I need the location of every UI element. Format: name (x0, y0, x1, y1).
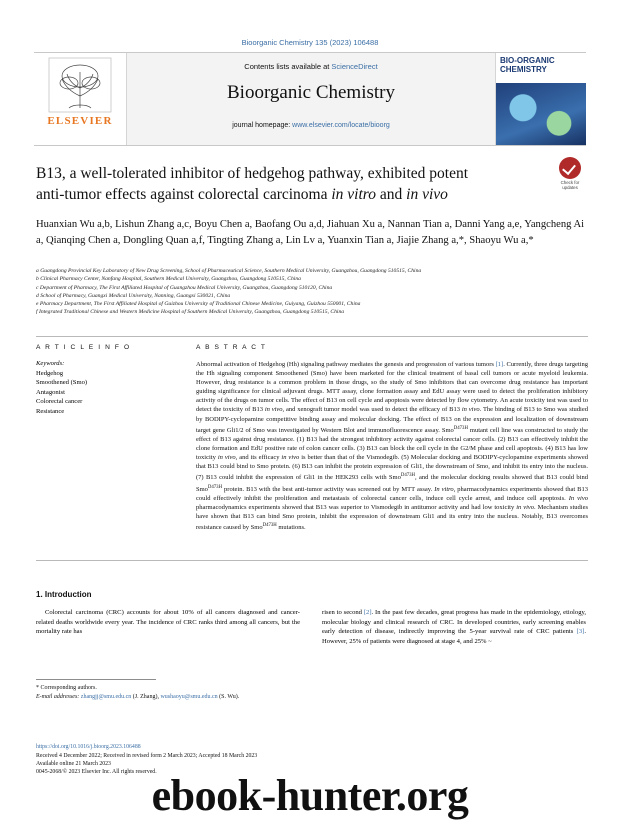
affiliation-list (36, 267, 588, 317)
abs-t1: Abnormal activation of Hedgehog (Hh) signaling pathway mediates the genesis and progression of various tumors (196, 361, 496, 368)
citation-ref-2[interactable]: [2] (363, 609, 372, 616)
abstract-body (196, 360, 588, 532)
abs-t4: . The binding of B13 to Smo was studied by BODIPY-cyclopamine competitive binding assay and molecular docking. The effect of B13 on the expression and localization of downstream target gene Gli1/2 of Smo was investigated by Western Blot and immunofluorescence assay. Smo (196, 406, 588, 434)
title-italic-2: in vivo (406, 186, 448, 203)
email-owner-1: (J. Zhang), (131, 693, 161, 700)
keyword-item: Antagonist (36, 388, 65, 396)
title-line-2a: anti-tumor effects against colorectal carcinoma (36, 186, 332, 203)
available-online-line: Available online 21 March 2023 (36, 761, 111, 768)
elsevier-tree-icon (47, 56, 113, 114)
keyword-item: Smoothened (Smo) (36, 379, 88, 387)
copyright-line: 0045-2068/© 2023 Elsevier Inc. All rights reserved. (36, 769, 157, 776)
abs-i2: in vivo (461, 406, 480, 414)
article-info-heading: A R T I C L E I N F O (36, 344, 131, 351)
footnotes (36, 684, 336, 701)
abs-sup1: D473H (453, 425, 468, 431)
abs-t13: mutations. (276, 524, 306, 532)
abstract-heading: A B S T R A C T (196, 344, 267, 351)
email-owner-2: (S. Wu). (217, 693, 240, 700)
abstract (196, 344, 588, 532)
abs-t7: is better than that of the Vismodegib. (5) Molecular docking and BODIPY-cyclopamine experiments showed that B13 could bind to Smo protein. (6) B13 can inhibit the protein expression of Gli1, the downstream of Smo, and inhibit its entry into the nucleus. (7) B13 could inhibit the expression of Gli1 in the HEK293 cells with Smo (196, 454, 588, 482)
doi-link[interactable]: https://doi.org/10.1016/j.bioorg.2023.106488 (36, 744, 141, 750)
keywords-list (36, 369, 186, 416)
affiliation-item: a Guangdong Provincial Key Laboratory of New Drug Screening, School of Pharmaceutical Science, Southern Medical University, Guangzhou, Guangdong 510515, China (36, 268, 422, 274)
title-line-2b: and (376, 186, 407, 203)
keyword-item: Hedgehog (36, 370, 64, 377)
email-link-1[interactable]: zhangjj@smu.edu.cn (80, 693, 132, 700)
crossmark-badge[interactable] (556, 157, 584, 189)
email-link-2[interactable]: wushaoyu@smu.edu.cn (160, 693, 218, 700)
journal-masthead (34, 52, 586, 146)
affiliation-item: c Department of Pharmacy, The First Affiliated Hospital of Guangzhou Medical University, Guangzhou, Guangdong 510120, China (36, 284, 333, 291)
journal-homepage-line (127, 122, 495, 129)
masthead-center (127, 53, 495, 145)
abs-t12: . Mechanism studies have shown that B13 can bind Smo protein, inhibit the expression of downstream Gli1 and its entry into the nucleus. Notably, B13 overcomes resistance caused by Smo (196, 503, 588, 532)
watermark: ebook-hunter.org (151, 771, 469, 820)
keywords-label: Keywords: (36, 360, 65, 367)
intro-paragraph-left: Colorectal carcinoma (CRC) accounts for about 10% of all cancers diagnosed and cancer-related deaths worldwide every year. The incidence of CRC ranks third among all cancers, but the mortality rate has (36, 609, 300, 635)
abs-t11: pharmacodynamics experiments showed that B13 was superior to Vismodegib in antitumor activity and had low toxicity (196, 503, 517, 511)
abs-i3: in vivo (217, 454, 236, 462)
journal-title: Bioorganic Chemistry (227, 82, 395, 103)
cover-title: BIO-ORGANIC CHEMISTRY (496, 53, 586, 83)
running-head: Bioorganic Chemistry 135 (2023) 106488 (241, 38, 379, 47)
contents-line (127, 62, 495, 71)
title-line-1: B13, a well-tolerated inhibitor of hedgehog pathway, exhibited potent (36, 165, 469, 182)
intro-r-t2: . In the past few decades, great progress has made in the epidemiology, etiology, molecular biology and clinical research of CRC. In developed countries, early screening enables early detection of disease, indirectly improving the 5-year survival rate of CRC patients (322, 609, 587, 635)
abs-i6: In vivo (568, 494, 588, 502)
keyword-item: Colorectal cancer (36, 398, 83, 406)
intro-column-left (36, 608, 300, 637)
section-heading-introduction: 1. Introduction (36, 590, 92, 599)
keyword-item: Resistance (36, 407, 65, 415)
title-italic-1: in vitro (331, 186, 377, 203)
footnote-rule (36, 679, 156, 680)
article-info (36, 344, 186, 416)
corresponding-author-note: * Corresponding authors. (36, 685, 97, 691)
affiliation-item: b Clinical Pharmacy Center, Nanfang Hospital, Southern Medical University, Guangzhou, Guangdong 510515, China (36, 276, 301, 283)
email-note (36, 693, 336, 702)
elsevier-logo (34, 53, 127, 145)
abs-sup2: D473H (400, 473, 415, 479)
intro-paragraph-right (322, 608, 586, 646)
abs-t6: , and its efficacy (235, 454, 282, 462)
cover-artwork (496, 83, 586, 145)
abs-i5: In vitro (434, 485, 454, 493)
received-line: Received 4 December 2022; Received in revised form 2 March 2023; Accepted 18 March 2023 (36, 753, 258, 759)
contents-prefix: Contents lists available at (244, 62, 332, 71)
intro-r-t1: risen to second (322, 609, 364, 616)
page-title (36, 163, 536, 205)
abs-i1: in vivo (264, 406, 283, 414)
citation-ref-3[interactable]: [3] (576, 628, 585, 635)
affiliation-item: d School of Pharmacy, Guangxi Medical University, Nanning, Guangxi 530021, China (36, 292, 231, 299)
email-label: E-mail addresses: (36, 693, 80, 700)
intro-column-right (322, 608, 586, 646)
abs-t2: . Currently, three drugs targeting the Hh signaling component Smoothened (Smo) have been marketed for the clinical treatment of basal cell tumors or acute myeloid leukemia. However, drug resistance is a common problem in those drugs, so the study of Smo inhibitors that can overcome drug resistance has important guiding significance for clinical adjuvant drugs. MTT assay, clone formation assay and EdU assay were used to detect the proliferation inhibitory activity of the drugs on tumor cells. The effect of B13 on cell cycle and apoptosis were detected by flow cytometry. An acute toxicity test was used to detect the toxicity of B13 (196, 361, 588, 414)
info-rule-top (36, 336, 588, 337)
abs-sup4: D473H (262, 523, 277, 529)
author-list: Huanxian Wu a,b, Lishun Zhang a,c, Boyu Chen a, Baofang Ou a,d, Jiahuan Xu a, Nannan Tian a, Danni Yang a,e, Yangcheng Ai a, Qianqing Chen a, Dongling Quan a,f, Tingting Zhang a, Lin Lv a, Yuanxin Tian a, Jiajie Zhang a,*, Shaoyu Wu a,* (36, 219, 585, 246)
abs-t8: , and the molecular docking results showed that B13 could bind Smo (196, 474, 588, 493)
abs-t10: , pharmacodynamics experiments showed that B13 could effectively inhibit the proliferation and metastasis of colorectal cancer cells, induce cell cycle arrest, and induce cell apoptosis. (196, 485, 589, 502)
affiliation-item: f Integrated Traditional Chinese and Western Medicine Hospital of Southern Medical University, Guangzhou, Guangdong 510515, China (36, 309, 345, 316)
abs-t5: mutant cell line was constructed to study the effect of B13 against drug resistance. (1) B13 had the strongest inhibitory activity against colorectal cancer cells. (2) B13 can effectively inhibit the clone formation and EdU positive rate of colon cancer cells. (3) B13 can block the cell cycle in the G2/M phase and cell apoptosis. (4) B13 has low toxicity (196, 426, 588, 462)
crossmark-icon (559, 157, 581, 179)
abs-t3: , and xenograft tumor model was used to detect the efficacy of B13 (282, 406, 462, 414)
journal-homepage-link[interactable]: www.elsevier.com/locate/bioorg (292, 122, 390, 129)
journal-cover-thumbnail (495, 53, 586, 145)
citation-ref-1[interactable]: [1] (495, 361, 504, 368)
info-rule-bottom (36, 560, 588, 561)
abs-sup3: D473H (207, 484, 223, 490)
crossmark-label: Check for updates (560, 180, 580, 190)
abs-t9: protein. B13 with the best anti-tumor activity was screened out by MTT assay. (222, 485, 435, 493)
affiliation-item: e Pharmacy Department, The First Affiliated Hospital of Guizhou University of Traditional Chinese Medicine, Guiyang, Guizhou 550001, China (36, 301, 361, 308)
abs-i4: in vivo (281, 454, 300, 462)
homepage-prefix: journal homepage: (232, 122, 293, 129)
abs-i7: in vivo (516, 503, 535, 511)
intro-r-t3: . However, 25% of patients were diagnosed at stage 4, and 25% ~ (322, 628, 586, 645)
sciencedirect-link[interactable]: ScienceDirect (331, 62, 378, 71)
elsevier-wordmark: ELSEVIER (47, 115, 113, 127)
